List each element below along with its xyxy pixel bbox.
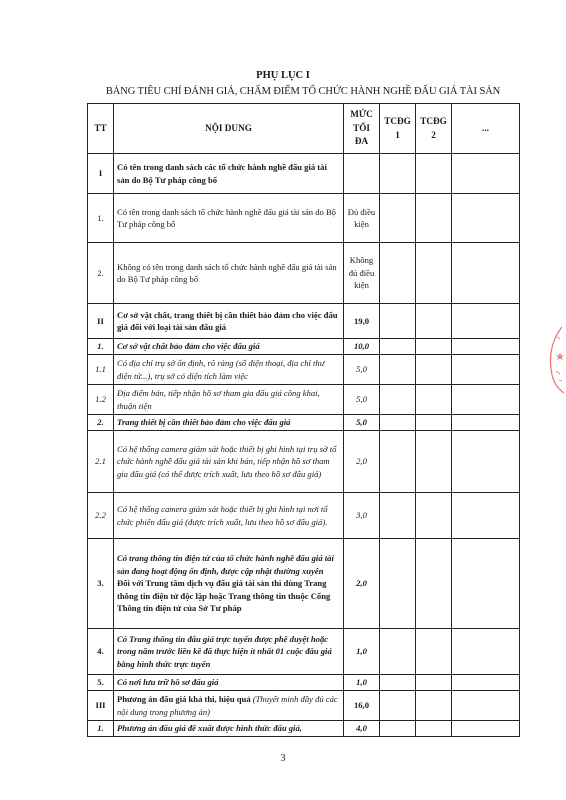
- row-content: Có tên trong danh sách các tổ chức hành nghề đấu giá tài sản do Bộ Tư pháp công bố: [114, 154, 344, 194]
- score-cell: [452, 539, 520, 629]
- appendix-title: PHỤ LỤC I: [256, 70, 310, 81]
- score-cell: [416, 431, 452, 493]
- table-row: [88, 339, 520, 355]
- row-max: Đủ điều kiện: [344, 194, 380, 243]
- row-max: 1,0: [344, 675, 380, 691]
- header-more: ...: [452, 104, 520, 154]
- row-max: 2,0: [344, 539, 380, 629]
- score-cell: [416, 154, 452, 194]
- header-org-1: TCĐG 1: [380, 104, 416, 154]
- table-row: [88, 304, 520, 339]
- table-header-row: [88, 104, 520, 154]
- table-row: [88, 355, 520, 385]
- row-content: Không có tên trong danh sách tổ chức hành nghề đấu giá tài sản do Bộ Tư pháp công bố: [114, 243, 344, 304]
- score-cell: [452, 304, 520, 339]
- row-content: Có nơi lưu trữ hồ sơ đấu giá: [114, 675, 344, 691]
- table-row: [88, 431, 520, 493]
- score-cell: [380, 721, 416, 737]
- row-content: Có Trang thông tin đấu giá trực tuyến được phê duyệt hoặc trong năm trước liền kề đã thực hiện ít nhất 01 cuộc đấu giá bằng hình thức trực tuyến: [114, 629, 344, 675]
- row-content: Cơ sở vật chất, trang thiết bị cần thiết bảo đảm cho việc đấu giá đối với loại tài sản đấu giá: [114, 304, 344, 339]
- table-row: [88, 675, 520, 691]
- row-tt: 5.: [88, 675, 114, 691]
- criteria-table: [87, 103, 520, 737]
- row-tt: 2.: [88, 243, 114, 304]
- score-cell: [416, 691, 452, 721]
- score-cell: [416, 675, 452, 691]
- page-number: 3: [280, 753, 286, 764]
- row-content-note: (Thuyết minh đầy đủ các nội dung trong phương án): [117, 694, 338, 717]
- row-content: Có hệ thống camera giám sát hoặc thiết bị ghi hình tại nơi tổ chức phiên đấu giá (được trích xuất, lưu theo hồ sơ đấu giá).: [114, 493, 344, 539]
- row-tt: 1.1: [88, 355, 114, 385]
- table-row: [88, 385, 520, 415]
- score-cell: [452, 691, 520, 721]
- row-max: 4,0: [344, 721, 380, 737]
- score-cell: [452, 415, 520, 431]
- score-cell: [416, 721, 452, 737]
- row-max: 5,0: [344, 415, 380, 431]
- score-cell: [380, 339, 416, 355]
- row-max: 5,0: [344, 355, 380, 385]
- score-cell: [380, 431, 416, 493]
- row-tt: III: [88, 691, 114, 721]
- score-cell: [380, 304, 416, 339]
- table-row: [88, 243, 520, 304]
- row-max: 19,0: [344, 304, 380, 339]
- row-content: Cơ sở vật chất bảo đảm cho việc đấu giá: [114, 339, 344, 355]
- row-tt: 3.: [88, 539, 114, 629]
- score-cell: [380, 539, 416, 629]
- score-cell: [380, 493, 416, 539]
- row-tt: 2.: [88, 415, 114, 431]
- score-cell: [416, 385, 452, 415]
- score-cell: [452, 629, 520, 675]
- row-tt: I: [88, 154, 114, 194]
- score-cell: [380, 154, 416, 194]
- row-content: Phương án đấu giá đề xuất được hình thức đấu giá,: [114, 721, 344, 737]
- row-content: [114, 539, 344, 629]
- row-content-main: Phương án đấu giá khả thi, hiệu quả: [117, 694, 251, 705]
- table-row: [88, 691, 520, 721]
- header-org-2: TCĐG 2: [416, 104, 452, 154]
- score-cell: [452, 385, 520, 415]
- row-max: 10,0: [344, 339, 380, 355]
- table-row: [88, 154, 520, 194]
- score-cell: [452, 243, 520, 304]
- score-cell: [380, 415, 416, 431]
- row-max: 2,0: [344, 431, 380, 493]
- row-tt: 2.2: [88, 493, 114, 539]
- header-max-score: MỨC TỐI ĐA: [344, 104, 380, 154]
- score-cell: [452, 194, 520, 243]
- score-cell: [416, 415, 452, 431]
- row-content: Có địa chỉ trụ sở ổn định, rõ ràng (số điện thoại, địa chỉ thư điện tử...), trụ sở có diện tích làm việc: [114, 355, 344, 385]
- row-tt: 1.: [88, 194, 114, 243]
- score-cell: [380, 355, 416, 385]
- row-tt: 4.: [88, 629, 114, 675]
- row-content: [114, 691, 344, 721]
- score-cell: [416, 493, 452, 539]
- row-tt: II: [88, 304, 114, 339]
- row-max: [344, 154, 380, 194]
- header-tt: TT: [88, 104, 114, 154]
- score-cell: [452, 493, 520, 539]
- table-row: [88, 539, 520, 629]
- score-cell: [380, 675, 416, 691]
- row-max: 5,0: [344, 385, 380, 415]
- table-row: [88, 415, 520, 431]
- row-tt: 2.1: [88, 431, 114, 493]
- score-cell: [452, 721, 520, 737]
- row-tt: 1.: [88, 339, 114, 355]
- score-cell: [416, 355, 452, 385]
- score-cell: [416, 243, 452, 304]
- row-max: 3,0: [344, 493, 380, 539]
- score-cell: [416, 539, 452, 629]
- score-cell: [452, 339, 520, 355]
- row-max: 1,0: [344, 629, 380, 675]
- row-content: Địa điểm bán, tiếp nhận hồ sơ tham gia đấu giá công khai, thuận tiện: [114, 385, 344, 415]
- row-tt: 1.: [88, 721, 114, 737]
- score-cell: [452, 675, 520, 691]
- score-cell: [380, 243, 416, 304]
- row-tt: 1.2: [88, 385, 114, 415]
- row-content: Có tên trong danh sách tổ chức hành nghề đấu giá tài sản do Bộ Tư pháp công bố: [114, 194, 344, 243]
- appendix-subtitle: BẢNG TIÊU CHÍ ĐÁNH GIÁ, CHẤM ĐIỂM TỔ CHỨC HÀNH NGHỀ ĐẤU GIÁ TÀI SẢN: [105, 86, 501, 97]
- table-row: [88, 493, 520, 539]
- score-cell: [416, 194, 452, 243]
- row-content-extra: Đối với Trung tâm dịch vụ đấu giá tài sản thì dùng Trang thông tin điện tử độc lập hoặc Trang thông tin thuộc Cổng Thông tin điện tử của Sở Tư pháp: [117, 578, 331, 614]
- score-cell: [380, 629, 416, 675]
- score-cell: [380, 385, 416, 415]
- row-content-main: Có trang thông tin điện tử của tổ chức hành nghề đấu giá tài sản đang hoạt động ổn định, được cập nhật thường xuyên: [117, 553, 334, 576]
- row-max: Không đủ điều kiện: [344, 243, 380, 304]
- score-cell: [452, 355, 520, 385]
- score-cell: [416, 304, 452, 339]
- score-cell: [452, 431, 520, 493]
- header-content: NỘI DUNG: [114, 104, 344, 154]
- row-content: Có hệ thống camera giám sát hoặc thiết bị ghi hình tại trụ sở tổ chức hành nghề đấu giá tài sản khi bán, tiếp nhận hồ sơ tham gia đấu giá (có thể được trích xuất, lưu theo hồ sơ đấu giá): [114, 431, 344, 493]
- row-content: Trang thiết bị cần thiết bảo đảm cho việc đấu giá: [114, 415, 344, 431]
- table-row: [88, 629, 520, 675]
- table-row: [88, 194, 520, 243]
- table-row: [88, 721, 520, 737]
- score-cell: [416, 629, 452, 675]
- score-cell: [452, 154, 520, 194]
- score-cell: [416, 339, 452, 355]
- score-cell: [380, 194, 416, 243]
- score-cell: [380, 691, 416, 721]
- red-stamp-edge: [538, 325, 566, 395]
- row-max: 16,0: [344, 691, 380, 721]
